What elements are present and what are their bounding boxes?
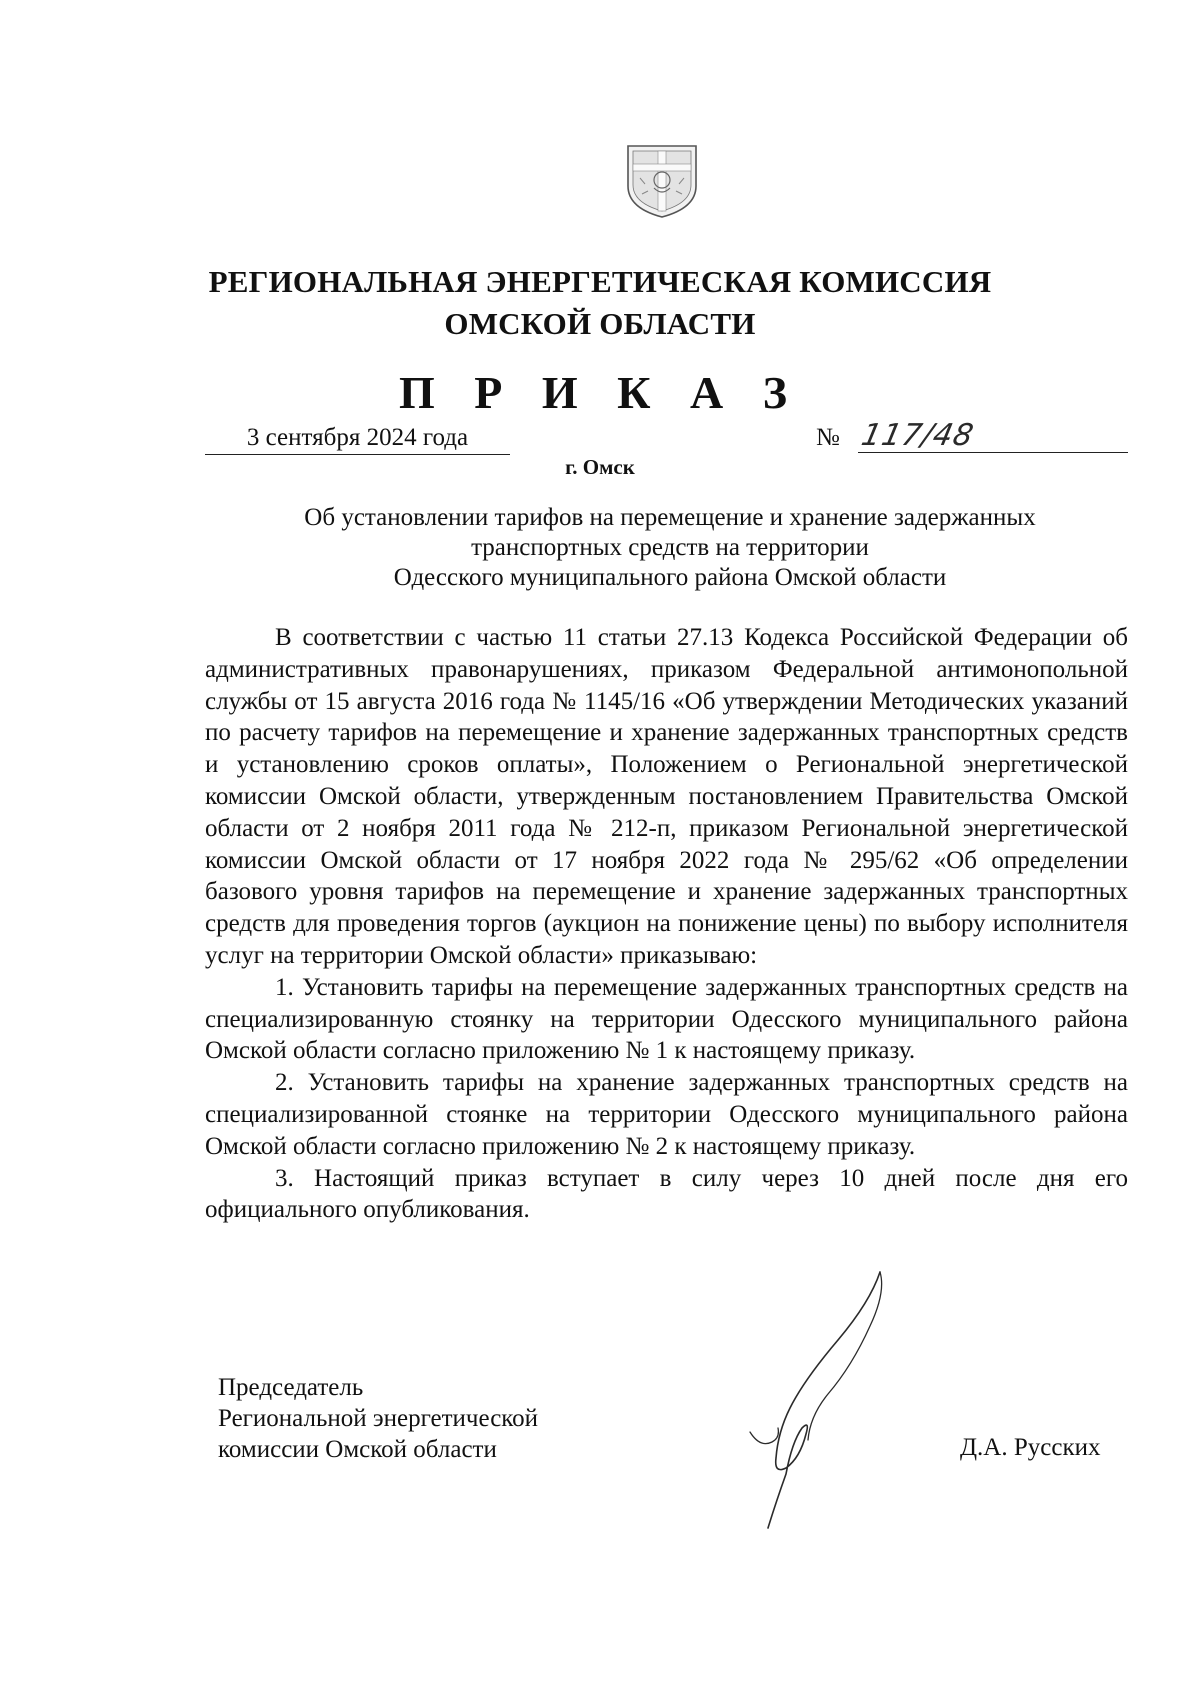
number-sign: № (816, 424, 840, 451)
document-body (205, 622, 1128, 1226)
body-paragraph: В соответствии с частью 11 статьи 27.13 Кодекса Российской Федерации об административных правонарушениях, приказом Федеральной антимонопольной службы от 15 августа 2016 года № 1145/16 «Об утверждении Методических указаний по расчету тарифов на перемещение и хранение задержанных транспортных средств и установлению сроков оплаты», Положением о Региональной энергетической комиссии Омской области, утвержденным постановлением Правительства Омской области от 2 ноября 2011 года № 212-п, приказом Региональной энергетической комиссии Омской области от 17 ноября 2022 года № 295/62 «Об определении базового уровня тарифов на перемещение и хранение задержанных транспортных средств для проведения торгов (аукцион на понижение цены) по выбору исполнителя услуг на территории Омской области» приказываю: (205, 624, 1128, 969)
document-date: 3 сентября 2024 года (205, 422, 510, 455)
org-name-line1: РЕГИОНАЛЬНАЯ ЭНЕРГЕТИЧЕСКАЯ КОМИССИЯ (208, 264, 992, 299)
signatory-title-line: комиссии Омской области (218, 1436, 497, 1463)
signatory-title-line: Председатель (218, 1374, 364, 1401)
handwritten-signature (720, 1262, 890, 1534)
subject-line: транспортных средств на территории (471, 534, 869, 561)
document-number: 117/48 (858, 418, 978, 453)
document-type: П Р И К А З (398, 367, 801, 418)
signatory-title (218, 1372, 538, 1465)
subject-line: Одесского муниципального района Омской области (393, 564, 947, 591)
signatory-title-line: Региональной энергетической (218, 1405, 539, 1432)
subject-line: Об установлении тарифов на перемещение и хранение задержанных (304, 504, 1036, 531)
number-underline (858, 452, 1128, 453)
body-paragraph: 1. Установить тарифы на перемещение задержанных транспортных средств на специализированную стоянку на территории Одесского муниципального района Омской области согласно приложению № 1 к настоящему приказу. (205, 973, 1128, 1065)
signatory-name: Д.А. Русских (960, 1434, 1101, 1461)
body-paragraph: 2. Установить тарифы на хранение задержанных транспортных средств на специализированной стоянке на территории Одесского муниципального района Омской области согласно приложению № 2 к настоящему приказу. (205, 1069, 1128, 1160)
body-paragraph: 3. Настоящий приказ вступает в силу через 10 дней после дня его официального опубликования. (205, 1164, 1128, 1224)
coat-of-arms-icon (624, 142, 700, 220)
document-subject (0, 503, 1200, 593)
document-city: г. Омск (565, 455, 635, 479)
org-name-line2: ОМСКОЙ ОБЛАСТИ (444, 306, 756, 341)
